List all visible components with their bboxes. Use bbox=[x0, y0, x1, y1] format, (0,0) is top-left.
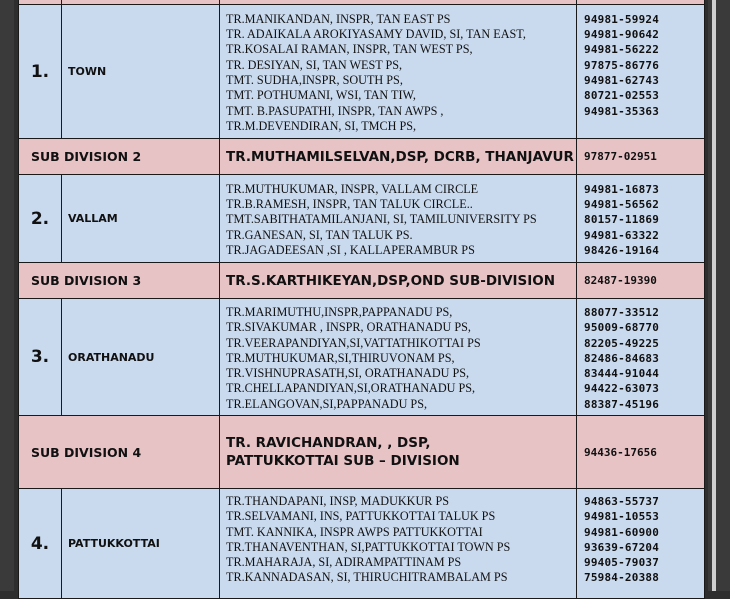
phone-number: 94422-63073 bbox=[584, 382, 660, 396]
officer-name: TR.ELANGOVAN,SI,PAPPANADU PS, bbox=[226, 396, 428, 411]
phone-number: 94981-90642 bbox=[584, 28, 660, 42]
officer-name: TR.SIVAKUMAR , INSPR, ORATHANADU PS, bbox=[226, 320, 471, 335]
officer-name: TR.MUTHUKUMAR, INSPR, VALLAM CIRCLE bbox=[226, 181, 479, 196]
officer-name: TR.SELVAMANI, INS, PATTUKKOTTAI TALUK PS bbox=[226, 509, 496, 524]
table-row-vallam bbox=[19, 175, 705, 263]
table-row-pattukkottai bbox=[19, 489, 705, 599]
phone-number: 80157-11869 bbox=[584, 213, 660, 227]
officer-name: TR. ADAIKALA AROKIYASAMY DAVID, SI, TAN EAST, bbox=[226, 27, 526, 42]
officer-name: TR.JAGADEESAN ,SI , KALLAPERAMBUR PS bbox=[226, 242, 475, 257]
phone-number: 95009-68770 bbox=[584, 321, 660, 335]
row-number: 2. bbox=[19, 175, 62, 263]
officer-name: TR.VISHNUPRASATH,SI, ORATHANADU PS, bbox=[226, 366, 470, 381]
row-number: 4. bbox=[19, 489, 62, 599]
place-name: ORATHANADU bbox=[62, 299, 220, 416]
place-name: TOWN bbox=[62, 5, 220, 139]
sub-division-head-line: TR.MUTHAMILSELVAN,DSP, DCRB, THANJAVUR bbox=[226, 148, 574, 165]
sub-division-head bbox=[220, 416, 577, 489]
officer-name: TR.KANNADASAN, SI, THIRUCHITRAMBALAM PS bbox=[226, 570, 508, 585]
sub-division-head-line: TR. RAVICHANDRAN, , DSP, bbox=[226, 435, 431, 451]
phone-number: 94981-56562 bbox=[584, 198, 660, 212]
sub-division-label: SUB DIVISION 4 bbox=[19, 416, 220, 489]
phone-numbers bbox=[577, 5, 705, 139]
officer-name: TMT.SABITHATAMILANJANI, SI, TAMILUNIVERSITY PS bbox=[226, 212, 537, 227]
table-row-orathanadu bbox=[19, 299, 705, 416]
phone-number: 93639-67204 bbox=[584, 540, 660, 554]
phone-number: 80721-02553 bbox=[584, 89, 660, 103]
phone-number: 94981-63322 bbox=[584, 228, 660, 242]
phone-number: 94981-16873 bbox=[584, 182, 660, 196]
officer-names bbox=[220, 175, 577, 263]
place-name: PATTUKKOTTAI bbox=[62, 489, 220, 599]
officer-name: TR.THANAVENTHAN, SI,PATTUKKOTTAI TOWN PS bbox=[226, 539, 511, 554]
officer-name: TR.M.DEVENDIRAN, SI, TMCH PS, bbox=[226, 118, 417, 133]
officer-name: TR. DESIYAN, SI, TAN WEST PS, bbox=[226, 57, 403, 72]
officer-name: TR.GANESAN, SI, TAN TALUK PS. bbox=[226, 227, 413, 242]
sub-division-label: SUB DIVISION 2 bbox=[19, 139, 220, 175]
row-number: 1. bbox=[19, 5, 62, 139]
phone-number: 94981-56222 bbox=[584, 43, 660, 57]
officer-name: TR.B.RAMESH, INSPR, TAN TALUK CIRCLE.. bbox=[226, 197, 473, 212]
phone-number: 82486-84683 bbox=[584, 351, 660, 365]
phone-number: 94981-59924 bbox=[584, 12, 660, 26]
officer-name: TMT. SUDHA,INSPR, SOUTH PS, bbox=[226, 73, 403, 87]
row-number: 3. bbox=[19, 299, 62, 416]
officer-name: TR.MARIMUTHU,INSPR,PAPPANADU PS, bbox=[226, 304, 453, 319]
officer-name: TMT. POTHUMANI, WSI, TAN TIW, bbox=[226, 88, 416, 103]
sub-division-head-line: PATTUKKOTTAI SUB – DIVISION bbox=[226, 453, 460, 469]
phone-number: 98426-19164 bbox=[584, 243, 660, 257]
phone-numbers bbox=[577, 175, 705, 263]
phone-number: 82205-49225 bbox=[584, 336, 660, 350]
sub-division-head bbox=[220, 139, 577, 175]
sub-division-phone: 82487-19390 bbox=[577, 263, 705, 299]
phone-numbers bbox=[577, 489, 705, 599]
officer-contact-table bbox=[18, 0, 705, 599]
sub-division-head-line: TR.S.KARTHIKEYAN,DSP,OND SUB-DIVISION bbox=[226, 272, 556, 289]
phone-numbers bbox=[577, 299, 705, 416]
place-name: VALLAM bbox=[62, 175, 220, 263]
officer-names bbox=[220, 5, 577, 139]
right-border-line bbox=[712, 0, 716, 591]
phone-number: 99405-79037 bbox=[584, 556, 660, 570]
table-row-town bbox=[19, 5, 705, 139]
officer-name: TMT. KANNIKA, INSPR AWPS PATTUKKOTTAI bbox=[226, 524, 483, 539]
sub-division-row-2 bbox=[19, 139, 705, 175]
left-border bbox=[0, 0, 14, 591]
officer-name: TR.THANDAPANI, INSP, MADUKKUR PS bbox=[226, 494, 450, 508]
phone-number bbox=[584, 119, 704, 134]
officer-name: TR.CHELLAPANDIYAN,SI,ORATHANADU PS, bbox=[226, 381, 476, 396]
sub-division-phone: 97877-02951 bbox=[577, 139, 705, 175]
phone-number: 94981-10553 bbox=[584, 510, 660, 524]
officer-name: TR.KOSALAI RAMAN, INSPR, TAN WEST PS, bbox=[226, 42, 473, 57]
officer-name: TMT. B.PASUPATHI, INSPR, TAN AWPS , bbox=[226, 103, 444, 118]
phone-number: 94863-55737 bbox=[584, 495, 660, 508]
officer-name: TR.MANIKANDAN, INSPR, TAN EAST PS bbox=[226, 11, 451, 26]
phone-number: 83444-91044 bbox=[584, 367, 660, 381]
phone-number: 97875-86776 bbox=[584, 58, 660, 72]
sub-division-row-4 bbox=[19, 416, 705, 489]
sub-division-row-3 bbox=[19, 263, 705, 299]
sub-division-phone: 94436-17656 bbox=[577, 416, 705, 489]
phone-number: 88387-45196 bbox=[584, 397, 660, 411]
phone-number: 88077-33512 bbox=[584, 305, 660, 319]
phone-number: 94981-60900 bbox=[584, 525, 660, 539]
sub-division-label: SUB DIVISION 3 bbox=[19, 263, 220, 299]
sub-division-head bbox=[220, 263, 577, 299]
officer-name: TR.MUTHUKUMAR,SI,THIRUVONAM PS, bbox=[226, 350, 455, 365]
officer-name: TR.MAHARAJA, SI, ADIRAMPATTINAM PS bbox=[226, 555, 462, 570]
phone-number: 75984-20388 bbox=[584, 571, 660, 585]
officer-names bbox=[220, 299, 577, 416]
phone-number: 94981-35363 bbox=[584, 104, 660, 118]
officer-name: TR.VEERAPANDIYAN,SI,VATTATHIKOTTAI PS bbox=[226, 335, 481, 350]
phone-number: 94981-62743 bbox=[584, 74, 660, 87]
officer-names bbox=[220, 489, 577, 599]
